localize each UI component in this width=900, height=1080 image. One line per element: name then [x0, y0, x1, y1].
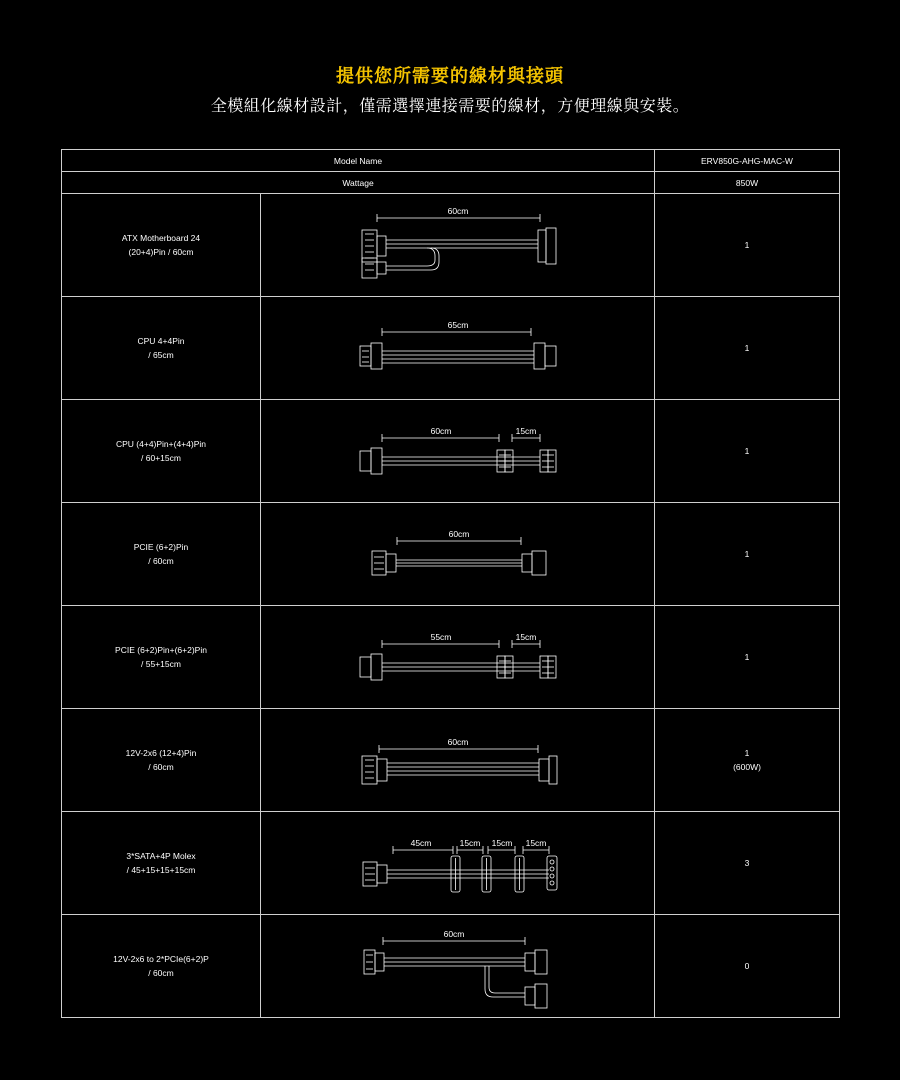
wattage-value: 850W [655, 172, 840, 194]
quantity-cell [655, 194, 840, 297]
cable-name [62, 400, 261, 503]
cable-name-line2: / 60+15cm [141, 453, 181, 463]
quantity-cell [655, 709, 840, 812]
cable-name-line2: / 55+15cm [141, 659, 181, 669]
cable-name [62, 915, 261, 1018]
length-label: 60cm [448, 529, 470, 539]
page-subtitle: 全模組化線材設計，僅需選擇連接需要的線材，方便理線與安裝。 [210, 96, 690, 115]
cpu-4plus4-cable-diagram [261, 297, 655, 399]
length-label: 15cm [525, 838, 547, 848]
cable-name-line1: 12V-2x6 (12+4)Pin [125, 748, 197, 758]
12v-2x6-cable-diagram [261, 709, 655, 811]
quantity-cell [655, 400, 840, 503]
cable-name [62, 297, 261, 400]
quantity-cell [655, 503, 840, 606]
atx-24pin-cable-diagram [261, 194, 655, 296]
cable-name [62, 812, 261, 915]
cable-name [62, 503, 261, 606]
cable-diagram [261, 709, 655, 812]
length-label: 60cm [443, 929, 465, 939]
length-label: 60cm [447, 206, 469, 216]
table-row [62, 194, 840, 297]
length-label: 65cm [447, 320, 469, 330]
model-value: ERV850G-AHG-MAC-W [655, 150, 840, 172]
length-label: 15cm [491, 838, 513, 848]
12v-2x6-to-pcie-cable-diagram [261, 915, 655, 1017]
table-row [62, 400, 840, 503]
table-row [62, 503, 840, 606]
quantity-cell [655, 915, 840, 1018]
cable-name [62, 709, 261, 812]
cpu-dual-cable-diagram [261, 400, 655, 502]
cable-diagram [261, 915, 655, 1018]
cable-name-line2: / 65cm [148, 350, 174, 360]
table-row [62, 297, 840, 400]
cable-name-line2: / 45+15+15+15cm [126, 865, 196, 875]
cable-diagram [261, 606, 655, 709]
cable-name-line1: CPU (4+4)Pin+(4+4)Pin [115, 439, 206, 449]
cable-name-line1: ATX Motherboard 24 [121, 233, 201, 243]
length-label: 60cm [430, 426, 452, 436]
quantity-note: (600W) [733, 762, 761, 772]
quantity-cell [655, 297, 840, 400]
cable-diagram [261, 400, 655, 503]
cable-name-line1: PCIE (6+2)Pin [133, 542, 189, 552]
quantity-cell [655, 812, 840, 915]
length-label: 45cm [410, 838, 432, 848]
model-label: Model Name [62, 150, 655, 172]
length-label: 15cm [515, 426, 537, 436]
quantity-value: 1 [744, 446, 750, 456]
cable-name [62, 194, 261, 297]
cable-diagram [261, 503, 655, 606]
cable-name-line1: PCIE (6+2)Pin+(6+2)Pin [115, 645, 207, 655]
quantity-value: 1 [744, 240, 750, 250]
sata-molex-cable-diagram [261, 812, 655, 914]
table-row [62, 606, 840, 709]
cable-spec-table [61, 149, 840, 1018]
quantity-value: 0 [744, 961, 750, 971]
cable-diagram [261, 812, 655, 915]
quantity-cell [655, 606, 840, 709]
cable-name-line1: 3*SATA+4P Molex [126, 851, 196, 861]
quantity-value: 1 [744, 343, 750, 353]
length-label: 15cm [459, 838, 481, 848]
quantity-value: 1 [744, 549, 750, 559]
cable-diagram [261, 297, 655, 400]
wattage-label: Wattage [62, 172, 655, 194]
table-row [62, 915, 840, 1018]
cable-name-line2: (20+4)Pin / 60cm [128, 247, 194, 257]
cable-name-line2: / 60cm [148, 968, 174, 978]
cable-diagram [261, 194, 655, 297]
table-row [62, 709, 840, 812]
length-label: 60cm [447, 737, 469, 747]
cable-name-line2: / 60cm [148, 762, 174, 772]
cable-name-line1: CPU 4+4Pin [137, 336, 185, 346]
pcie-cable-diagram [261, 503, 655, 605]
cable-name-line1: 12V-2x6 to 2*PCIe(6+2)P [113, 954, 209, 964]
quantity-value: 1 [744, 748, 750, 758]
model-row [62, 150, 840, 172]
quantity-value: 3 [744, 858, 750, 868]
table-row [62, 812, 840, 915]
length-label: 55cm [430, 632, 452, 642]
cable-name [62, 606, 261, 709]
page-title: 提供您所需要的線材與接頭 [336, 66, 564, 87]
length-label: 15cm [515, 632, 537, 642]
pcie-dual-cable-diagram [261, 606, 655, 708]
wattage-row [62, 172, 840, 194]
quantity-value: 1 [744, 652, 750, 662]
cable-name-line2: / 60cm [148, 556, 174, 566]
